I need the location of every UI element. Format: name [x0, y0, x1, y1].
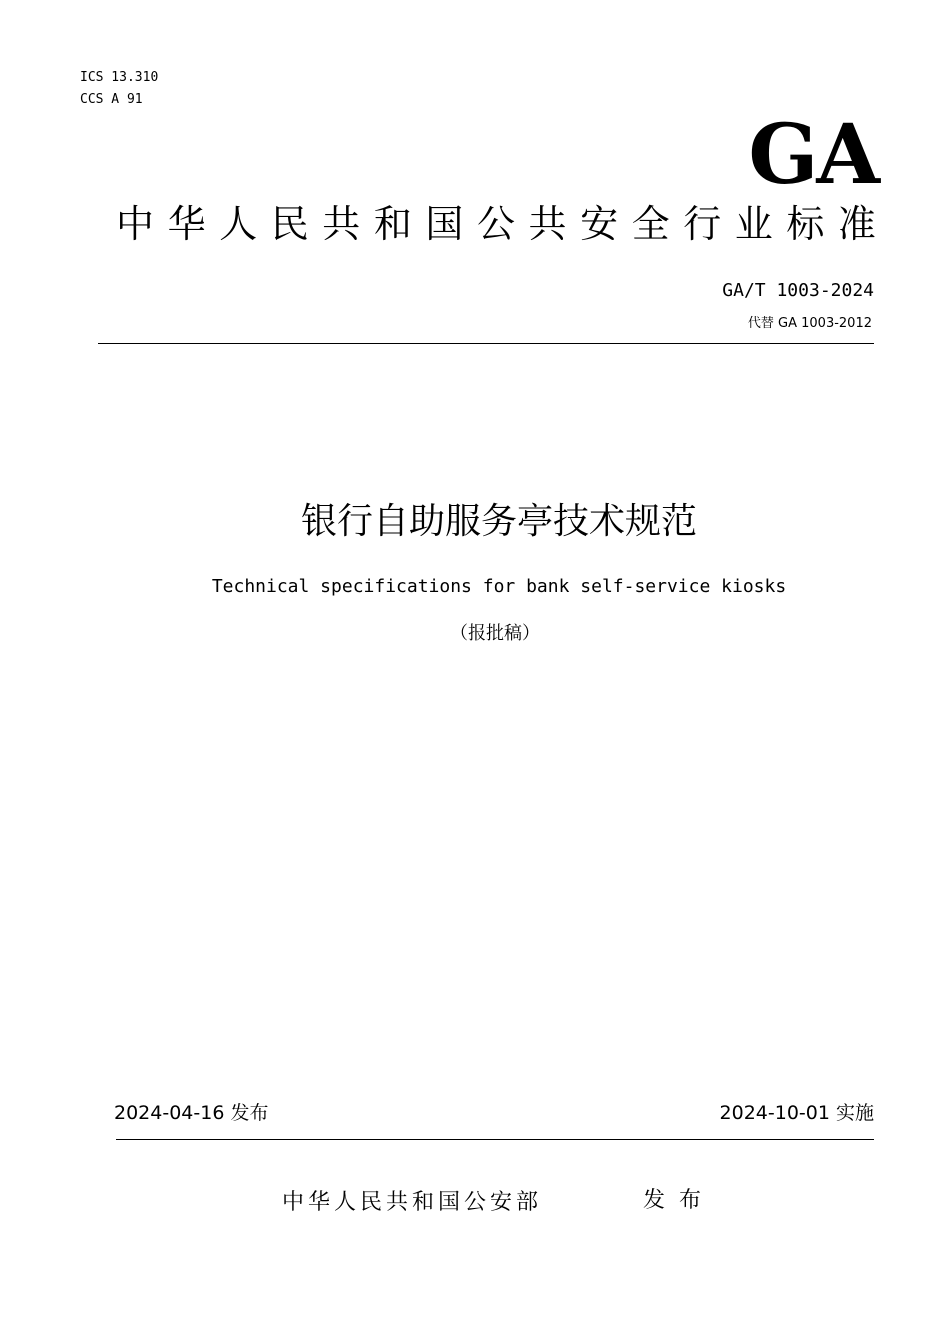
document-title-zh: 银行自助服务亭技术规范	[300, 501, 697, 542]
national-title-char: 公	[476, 202, 515, 246]
implementation-date: 2024-10-01 实施	[719, 1102, 874, 1124]
ga-logo: GA	[748, 107, 878, 203]
draft-status: （报批稿）	[450, 623, 540, 644]
ccs-code: CCS A 91	[80, 92, 143, 107]
national-title-char: 华	[167, 202, 206, 246]
national-title-char: 标	[786, 202, 825, 246]
national-title-char: 人	[219, 202, 258, 246]
ics-code: ICS 13.310	[80, 70, 159, 85]
national-title-char: 准	[837, 202, 876, 246]
footer-divider	[116, 1139, 874, 1140]
national-title-char: 和	[373, 202, 412, 246]
national-title-char: 共	[322, 202, 361, 246]
document-title-en: Technical specifications for bank self-service kiosks	[211, 576, 787, 597]
national-title-char: 中	[116, 202, 155, 246]
national-title-char: 安	[580, 202, 619, 246]
national-standard-title	[116, 200, 876, 248]
replaces-standard: 代替 GA 1003-2012	[747, 316, 872, 331]
issue-label: 发布	[643, 1188, 716, 1213]
standard-number: GA/T 1003-2024	[722, 280, 874, 301]
national-title-char: 全	[631, 202, 670, 246]
issue-date: 2024-04-16 发布	[114, 1102, 269, 1124]
national-title-char: 业	[734, 202, 773, 246]
national-title-char: 共	[528, 202, 567, 246]
header-divider	[98, 343, 874, 344]
national-title-char: 行	[683, 202, 722, 246]
national-title-char: 国	[425, 202, 464, 246]
issuing-authority: 中华人民共和国公安部	[282, 1190, 543, 1215]
national-title-char: 民	[270, 202, 309, 246]
